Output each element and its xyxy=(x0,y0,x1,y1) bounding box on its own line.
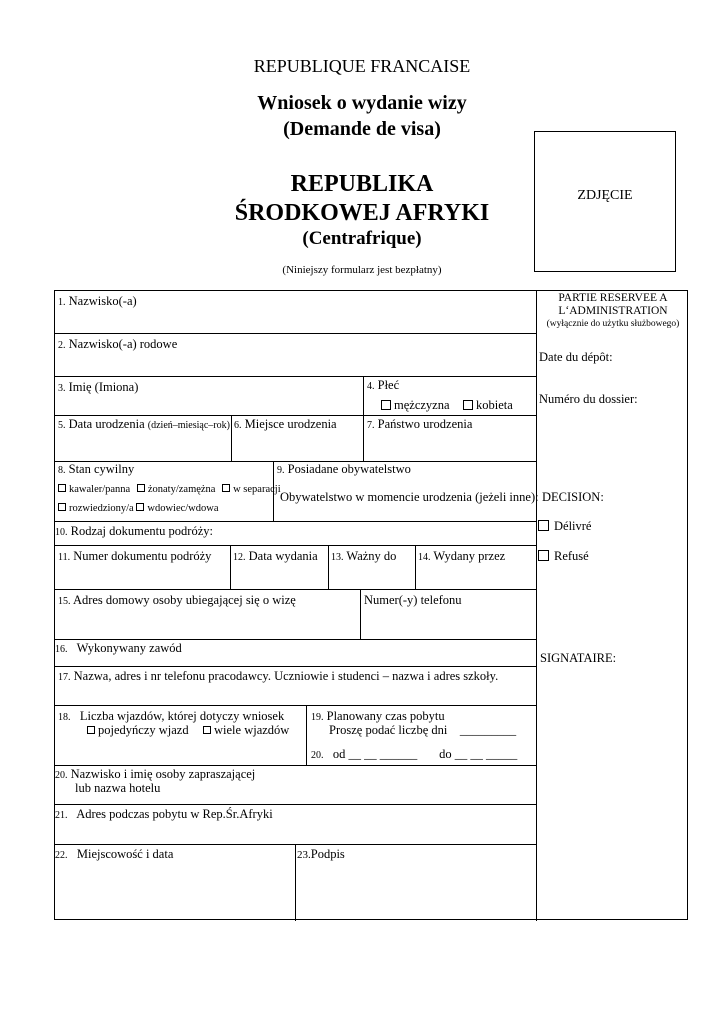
visa-form xyxy=(54,290,688,920)
field-birth-country[interactable]: 7. Państwo urodzenia xyxy=(367,417,473,431)
sex-female-option[interactable]: kobieta xyxy=(463,398,513,413)
admin-signataire: SIGNATAIRE: xyxy=(540,651,617,665)
checkbox-icon[interactable] xyxy=(58,503,66,511)
field-inviter[interactable]: 20. Nazwisko i imię osoby zapraszającej xyxy=(55,767,256,781)
field-phone[interactable]: Numer(-y) telefonu xyxy=(364,593,462,607)
civil-status-options-row1[interactable]: kawaler/panna żonaty/zamężna w separacji xyxy=(58,484,281,495)
field-first-names[interactable]: 3. Imię (Imiona) xyxy=(58,380,139,394)
field-stay-address[interactable]: 21. Adres podczas pobytu w Rep.Śr.Afryki xyxy=(55,807,273,821)
field-entries: 18. Liczba wjazdów, której dotyczy wniosek xyxy=(58,709,285,723)
admin-note: (wyłącznie do użytku służbowego) xyxy=(546,319,680,329)
field-signature[interactable]: 23.Podpis xyxy=(297,847,345,861)
field-citizenship[interactable]: 9. Posiadane obywatelstwo xyxy=(277,462,411,476)
field-valid-until[interactable]: 13. Ważny do xyxy=(331,549,397,563)
country-french: (Centrafrique) xyxy=(302,228,422,249)
title-french: (Demande de visa) xyxy=(283,118,441,140)
field-sex: 4. Płeć xyxy=(367,378,400,392)
field-travel-doc-number[interactable]: 11. Numer dokumentu podróży xyxy=(58,549,212,563)
field-stay-dates[interactable]: 20. od __ __ ______ do __ __ _____ xyxy=(311,747,518,761)
free-note: (Niniejszy formularz jest bezpłatny) xyxy=(282,264,442,276)
checkbox-icon[interactable] xyxy=(137,484,145,492)
entries-multi-option[interactable]: wiele wjazdów xyxy=(203,723,289,738)
field-travel-doc-type[interactable]: 10. Rodzaj dokumentu podróży: xyxy=(55,524,213,538)
decision-refuse-option[interactable]: Refusé xyxy=(538,549,589,564)
field-citizenship-at-birth[interactable]: Obywatelstwo w momencie urodzenia (jeżeli inne): xyxy=(280,490,539,504)
checkbox-icon[interactable] xyxy=(538,520,549,531)
field-occupation[interactable]: 16. Wykonywany zawód xyxy=(55,641,182,655)
field-issued-by[interactable]: 14. Wydany przez xyxy=(418,549,506,563)
field-surname[interactable]: 1. Nazwisko(-a) xyxy=(58,294,137,308)
admin-title-1: PARTIE RESERVEE A xyxy=(558,292,668,304)
sex-male-option[interactable]: mężczyzna xyxy=(381,398,450,413)
checkbox-icon[interactable] xyxy=(58,484,66,492)
field-place-date[interactable]: 22. Miejscowość i data xyxy=(55,847,174,861)
country-line-1: REPUBLIKA xyxy=(290,171,434,197)
checkbox-icon[interactable] xyxy=(136,503,144,511)
admin-date-depot: Date du dépôt: xyxy=(539,350,613,364)
civil-status-options-row2[interactable]: rozwiedziony/a wdowiec/wdowa xyxy=(58,503,219,514)
field-birth-place[interactable]: 6. Miejsce urodzenia xyxy=(234,417,337,431)
checkbox-icon[interactable] xyxy=(203,726,211,734)
country-line-2: ŚRODKOWEJ AFRYKI xyxy=(234,200,490,226)
field-birth-surname[interactable]: 2. Nazwisko(-a) rodowe xyxy=(58,337,178,351)
checkbox-icon[interactable] xyxy=(381,400,391,410)
field-stay-days[interactable]: Proszę podać liczbę dni _________ xyxy=(329,723,517,737)
field-civil-status: 8. Stan cywilny xyxy=(58,462,135,476)
title-polish: Wniosek o wydanie wizy xyxy=(257,92,467,114)
field-employer[interactable]: 17. Nazwa, adres i nr telefonu pracodawcy. Uczniowie i studenci – nazwa i adres szkoły. xyxy=(58,669,499,683)
checkbox-icon[interactable] xyxy=(538,550,549,561)
admin-file-number: Numéro du dossier: xyxy=(539,392,638,406)
field-issue-date[interactable]: 12. Data wydania xyxy=(233,549,318,563)
field-planned-stay: 19. Planowany czas pobytu xyxy=(311,709,445,723)
field-inviter-line2: lub nazwa hotelu xyxy=(75,781,161,795)
field-home-address[interactable]: 15. Adres domowy osoby ubiegającej się o wizę xyxy=(58,593,296,607)
photo-label: ZDJĘCIE xyxy=(577,188,633,203)
photo-box[interactable] xyxy=(534,131,676,272)
checkbox-icon[interactable] xyxy=(463,400,473,410)
checkbox-icon[interactable] xyxy=(87,726,95,734)
admin-decision: DECISION: xyxy=(542,490,604,504)
admin-title-2: L‘ADMINISTRATION xyxy=(558,305,668,317)
republic-heading: REPUBLIQUE FRANCAISE xyxy=(253,56,471,76)
decision-delivre-option[interactable]: Délivré xyxy=(538,519,591,534)
checkbox-icon[interactable] xyxy=(222,484,230,492)
entries-single-option[interactable]: pojedyńczy wjazd xyxy=(87,723,189,738)
field-birth-date[interactable]: 5. Data urodzenia (dzień–miesiąc–rok) xyxy=(58,417,230,431)
